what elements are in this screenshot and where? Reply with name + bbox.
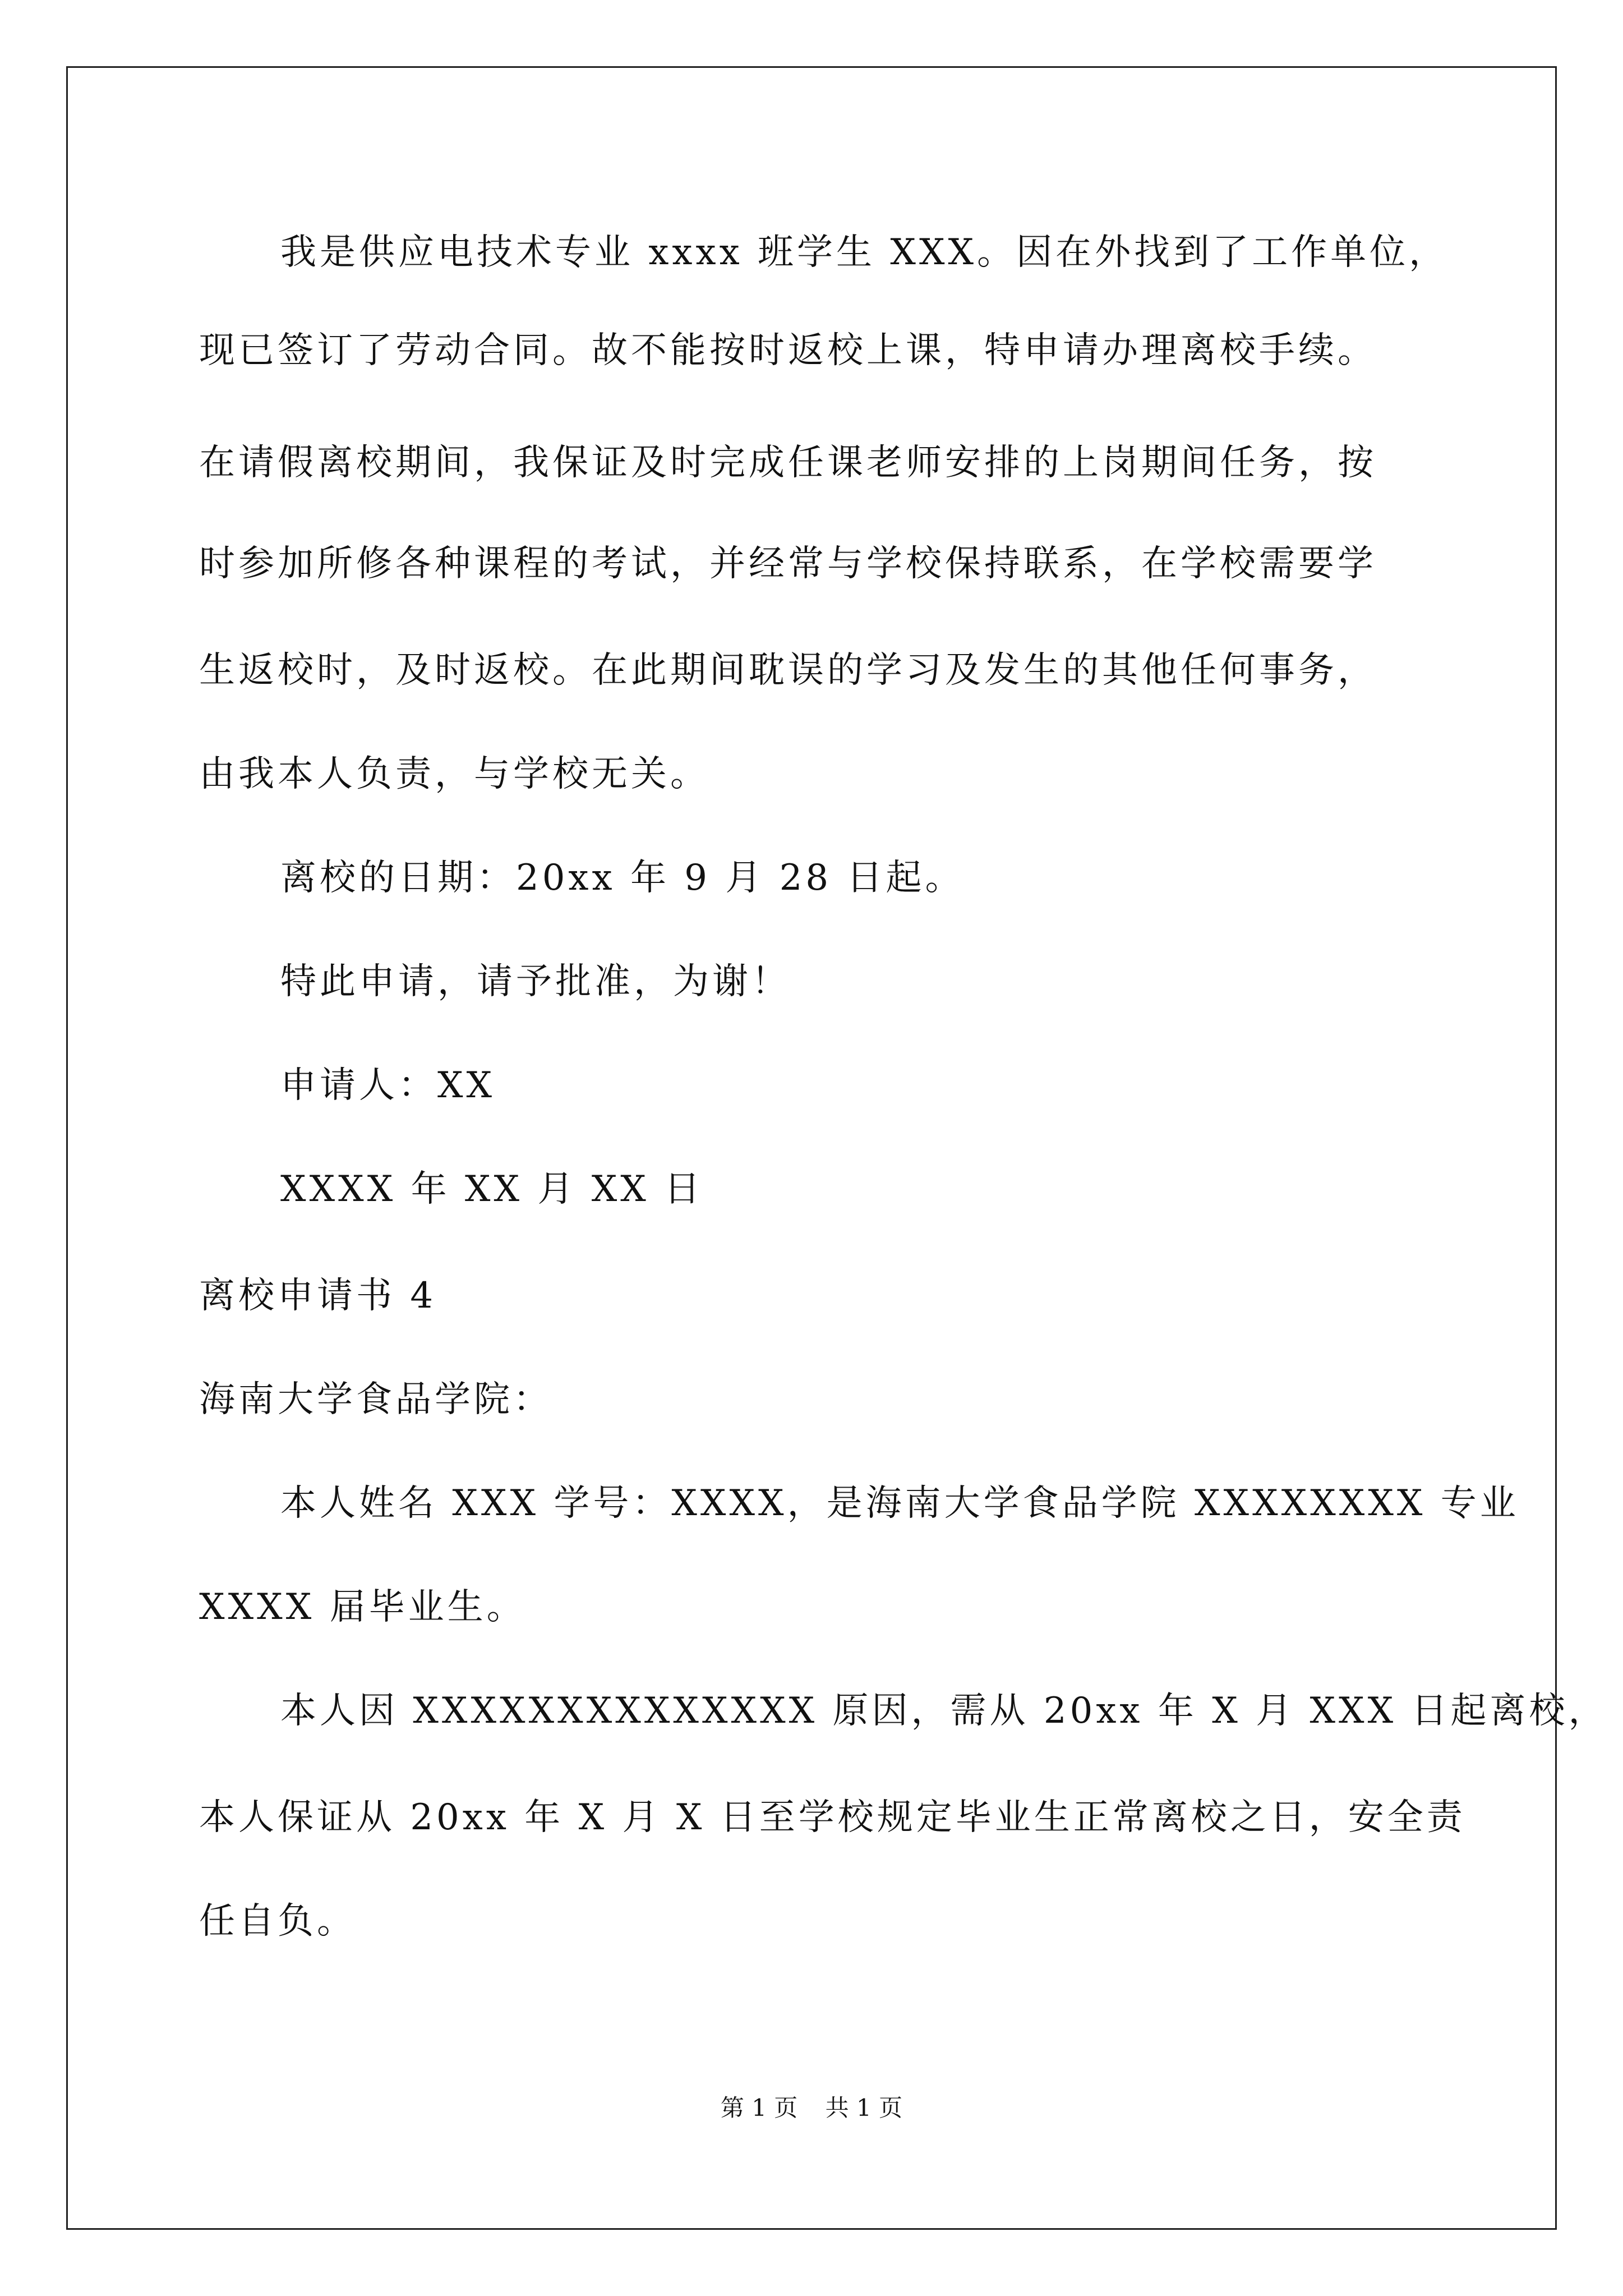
page-number: 第 1 页 xyxy=(720,2094,798,2122)
paragraph-line: 本人保证从 20xx 年 X 月 X 日至学校规定毕业生正常离校之日，安全责 xyxy=(199,1797,1466,1838)
request-closing-line: 特此申请，请予批准，为谢！ xyxy=(280,961,791,1002)
section-title: 离校申请书 4 xyxy=(199,1275,437,1317)
paragraph-line: 任自负。 xyxy=(199,1901,356,1942)
paragraph-line: 本人因 XXXXXXXXXXXXXX 原因，需从 20xx 年 X 月 XXX 日起离校， xyxy=(280,1690,1608,1732)
date-line: XXXX 年 XX 月 XX 日 xyxy=(280,1168,704,1210)
paragraph-line: 由我本人负责，与学校无关。 xyxy=(199,753,709,795)
paragraph-line: XXXX 届毕业生。 xyxy=(199,1586,526,1628)
paragraph-line: 现已签订了劳动合同。故不能按时返校上课，特申请办理离校手续。 xyxy=(199,330,1377,371)
recipient-line: 海南大学食品学院： xyxy=(199,1379,552,1420)
paragraph-line: 本人姓名 XXX 学号：XXXX，是海南大学食品学院 XXXXXXXX 专业 xyxy=(280,1483,1519,1524)
applicant-line: 申请人：XX xyxy=(280,1065,496,1106)
page-footer xyxy=(0,2092,1623,2124)
paragraph-line: 我是供应电技术专业 xxxx 班学生 XXX。因在外找到了工作单位， xyxy=(280,232,1449,273)
page-total: 共 1 页 xyxy=(825,2094,903,2122)
paragraph-line: 生返校时，及时返校。在此期间耽误的学习及发生的其他任何事务， xyxy=(199,650,1377,691)
paragraph-line: 在请假离校期间，我保证及时完成任课老师安排的上岗期间任务，按 xyxy=(199,442,1377,484)
leave-date-line: 离校的日期：20xx 年 9 月 28 日起。 xyxy=(280,857,965,899)
paragraph-line: 时参加所修各种课程的考试，并经常与学校保持联系，在学校需要学 xyxy=(199,543,1377,585)
